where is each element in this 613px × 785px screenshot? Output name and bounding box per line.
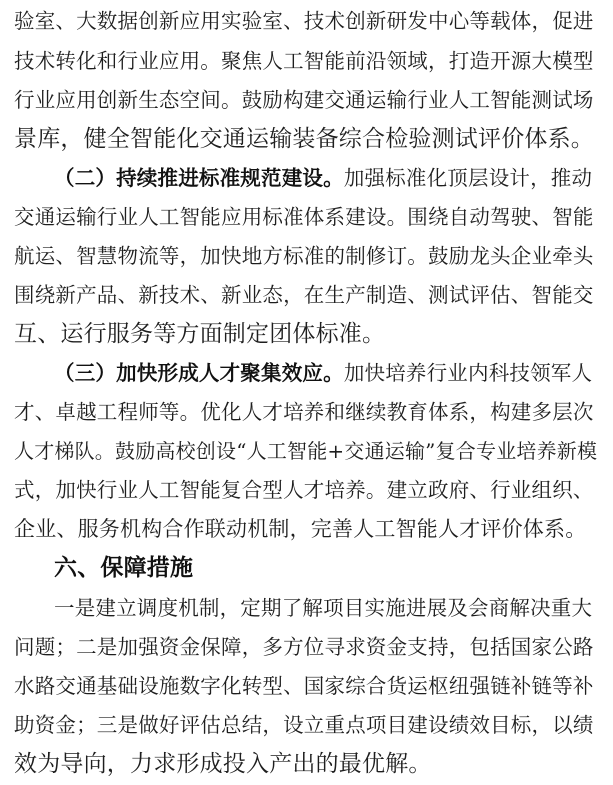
text-line: 水路交通基础设施数字化转型、国家综合货运枢纽强链补链等补 <box>14 674 594 698</box>
text-line: 围绕新产品、新技术、新业态，在生产制造、测试评估、智能交 <box>14 283 594 307</box>
text-line: 才、卓越工程师等。优化人才培养和继续教育体系，构建多层次 <box>14 400 594 424</box>
text-line: 人才梯队。鼓励高校创设“人工智能+交通运输”复合专业培养新模 <box>14 439 598 463</box>
section-heading-bold: （三）加快形成人才聚集效应。 <box>54 361 344 385</box>
text-span: 加快培养行业内科技领军人 <box>343 361 593 385</box>
text-line: 一是建立调度机制，定期了解项目实施进展及会商解决重大 <box>54 596 593 620</box>
text-line: 互、运行服务等方面制定团体标准。 <box>14 321 386 347</box>
text-line: 景库，健全智能化交通运输装备综合检验测试评价体系。 <box>14 126 594 152</box>
text-line: 行业应用创新生态空间。鼓励构建交通运输行业人工智能测试场 <box>14 88 594 112</box>
chapter-heading: 六、保障措施 <box>54 555 194 581</box>
text-line: 航运、智慧物流等，加快地方标准的制修订。鼓励龙头企业牵头 <box>14 244 594 268</box>
text-span: 加强标准化顶层设计，推动 <box>343 166 593 190</box>
text-line: 式，加快行业人工智能复合型人才培养。建立政府、行业组织、 <box>14 478 594 502</box>
section-heading-bold: （二）持续推进标准规范建设。 <box>54 166 344 190</box>
text-line: 问题；二是加强资金保障，多方位寻求资金支持，包括国家公路 <box>14 635 594 659</box>
text-line: 验室、大数据创新应用实验室、技术创新研发中心等载体，促进 <box>14 9 594 33</box>
section-heading-talent <box>54 352 599 394</box>
text-line: 交通运输行业人工智能应用标准体系建设。围绕自动驾驶、智能 <box>14 205 594 229</box>
section-heading-standards <box>54 157 599 199</box>
text-line: 助资金；三是做好评估总结，设立重点项目建设绩效目标，以绩 <box>14 713 594 737</box>
text-line: 企业、服务机构合作联动机制，完善人工智能人才评价体系。 <box>14 517 587 541</box>
text-line: 效为导向，力求形成投入产出的最优解。 <box>14 751 432 777</box>
text-line: 技术转化和行业应用。聚焦人工智能前沿领域，打造开源大模型 <box>14 49 594 73</box>
